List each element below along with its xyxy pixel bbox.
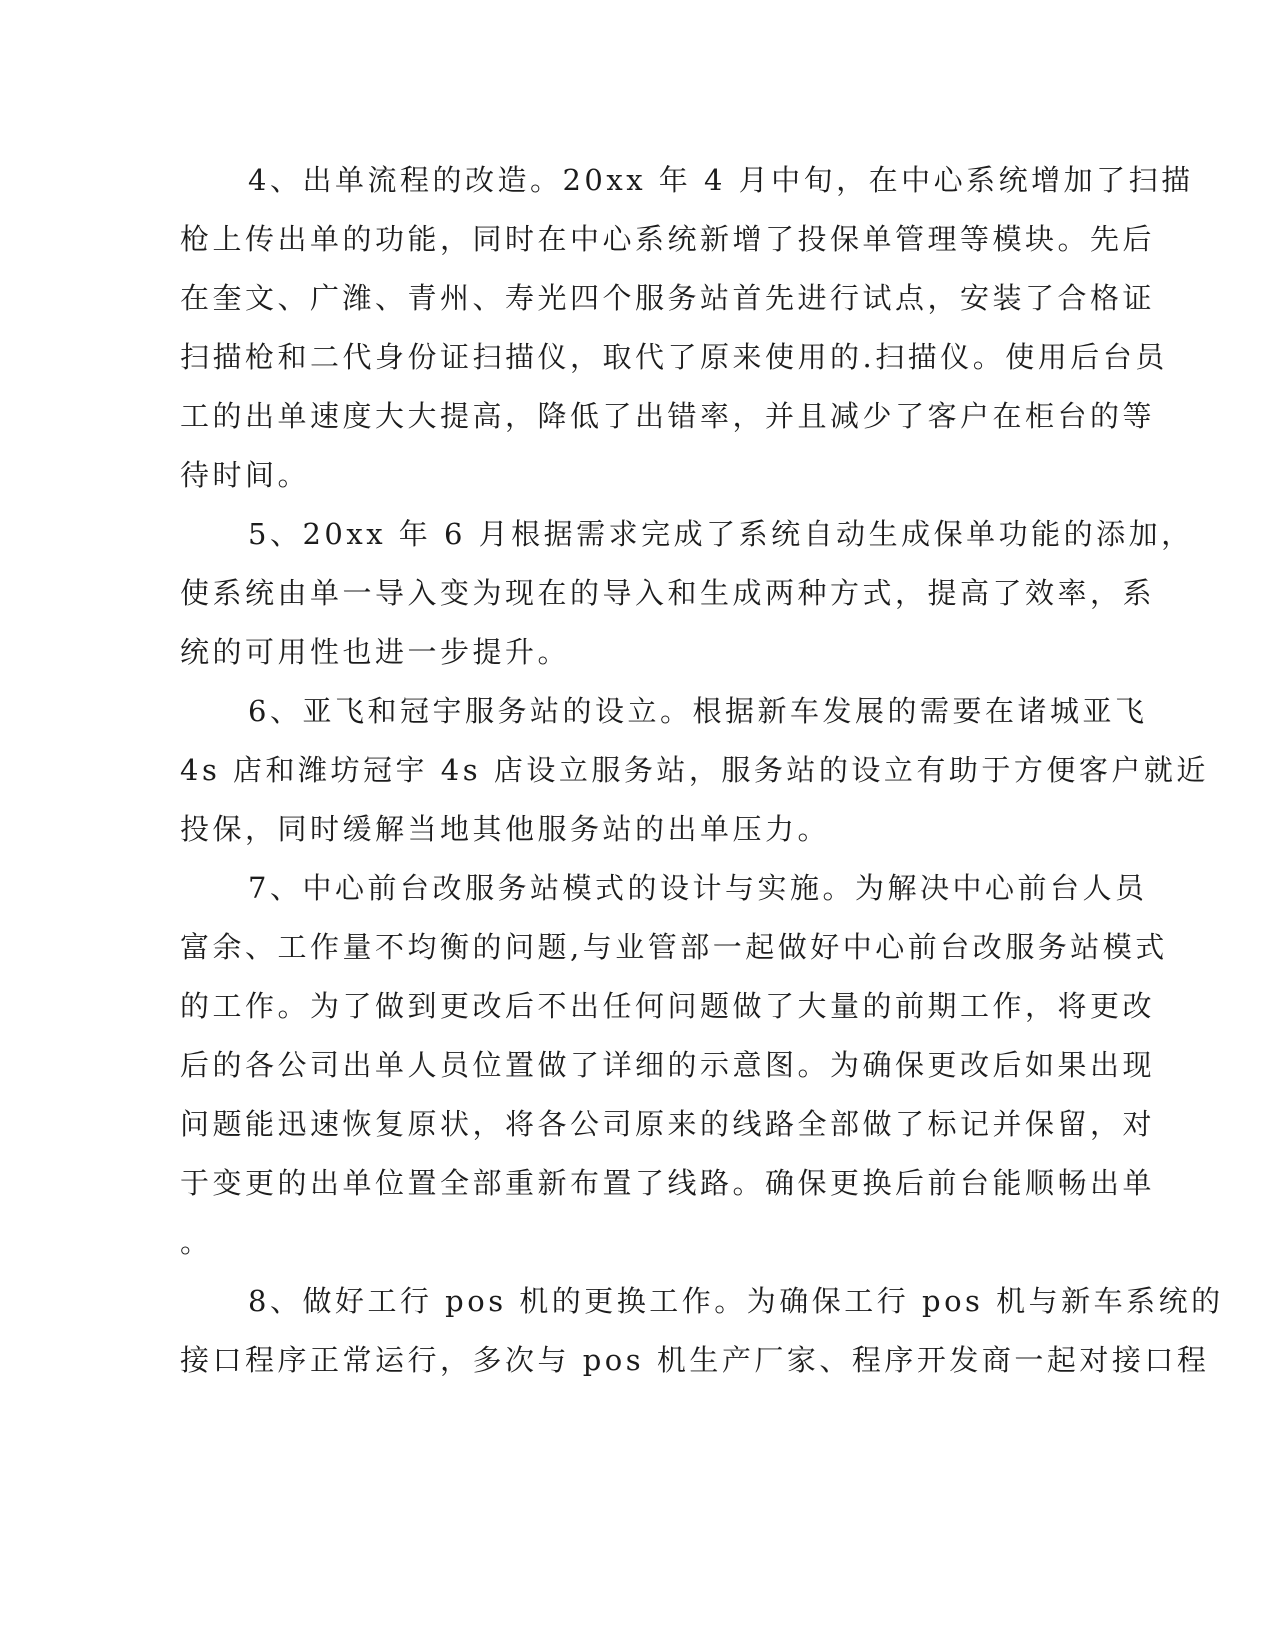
- text-line: 扫描枪和二代身份证扫描仪，取代了原来使用的.扫描仪。使用后台员: [180, 340, 1168, 374]
- text-line: 。: [180, 1225, 213, 1259]
- text-line: 枪上传出单的功能，同时在中心系统新增了投保单管理等模块。先后: [180, 222, 1156, 256]
- text-line: 5、20xx 年 6 月根据需求完成了系统自动生成保单功能的添加，: [248, 517, 1194, 551]
- text-line: 投保，同时缓解当地其他服务站的出单压力。: [180, 812, 831, 846]
- text-line: 的工作。为了做到更改后不出任何问题做了大量的前期工作，将更改: [180, 989, 1156, 1023]
- text-line: 4s 店和潍坊冠宇 4s 店设立服务站，服务站的设立有助于方便客户就近: [180, 753, 1209, 787]
- text-line: 7、中心前台改服务站模式的设计与实施。为解决中心前台人员: [248, 871, 1148, 905]
- text-line: 8、做好工行 pos 机的更换工作。为确保工行 pos 机与新车系统的: [248, 1284, 1224, 1318]
- text-line: 待时间。: [180, 458, 311, 492]
- text-line: 于变更的出单位置全部重新布置了线路。确保更换后前台能顺畅出单: [180, 1166, 1156, 1200]
- text-line: 统的可用性也进一步提升。: [180, 635, 571, 669]
- text-line: 4、出单流程的改造。20xx 年 4 月中旬，在中心系统增加了扫描: [248, 163, 1194, 197]
- text-line: 使系统由单一导入变为现在的导入和生成两种方式，提高了效率，系: [180, 576, 1156, 610]
- text-line: 后的各公司出单人员位置做了详细的示意图。为确保更改后如果出现: [180, 1048, 1156, 1082]
- text-line: 问题能迅速恢复原状，将各公司原来的线路全部做了标记并保留，对: [180, 1107, 1156, 1141]
- text-line: 接口程序正常运行，多次与 pos 机生产厂家、程序开发商一起对接口程: [180, 1343, 1210, 1377]
- text-line: 在奎文、广潍、青州、寿光四个服务站首先进行试点，安装了合格证: [180, 281, 1156, 315]
- text-line: 工的出单速度大大提高，降低了出错率，并且减少了客户在柜台的等: [180, 399, 1156, 433]
- text-line: 富余、工作量不均衡的问题,与业管部一起做好中心前台改服务站模式: [180, 930, 1168, 964]
- text-line: 6、亚飞和冠宇服务站的设立。根据新车发展的需要在诸城亚飞: [248, 694, 1148, 728]
